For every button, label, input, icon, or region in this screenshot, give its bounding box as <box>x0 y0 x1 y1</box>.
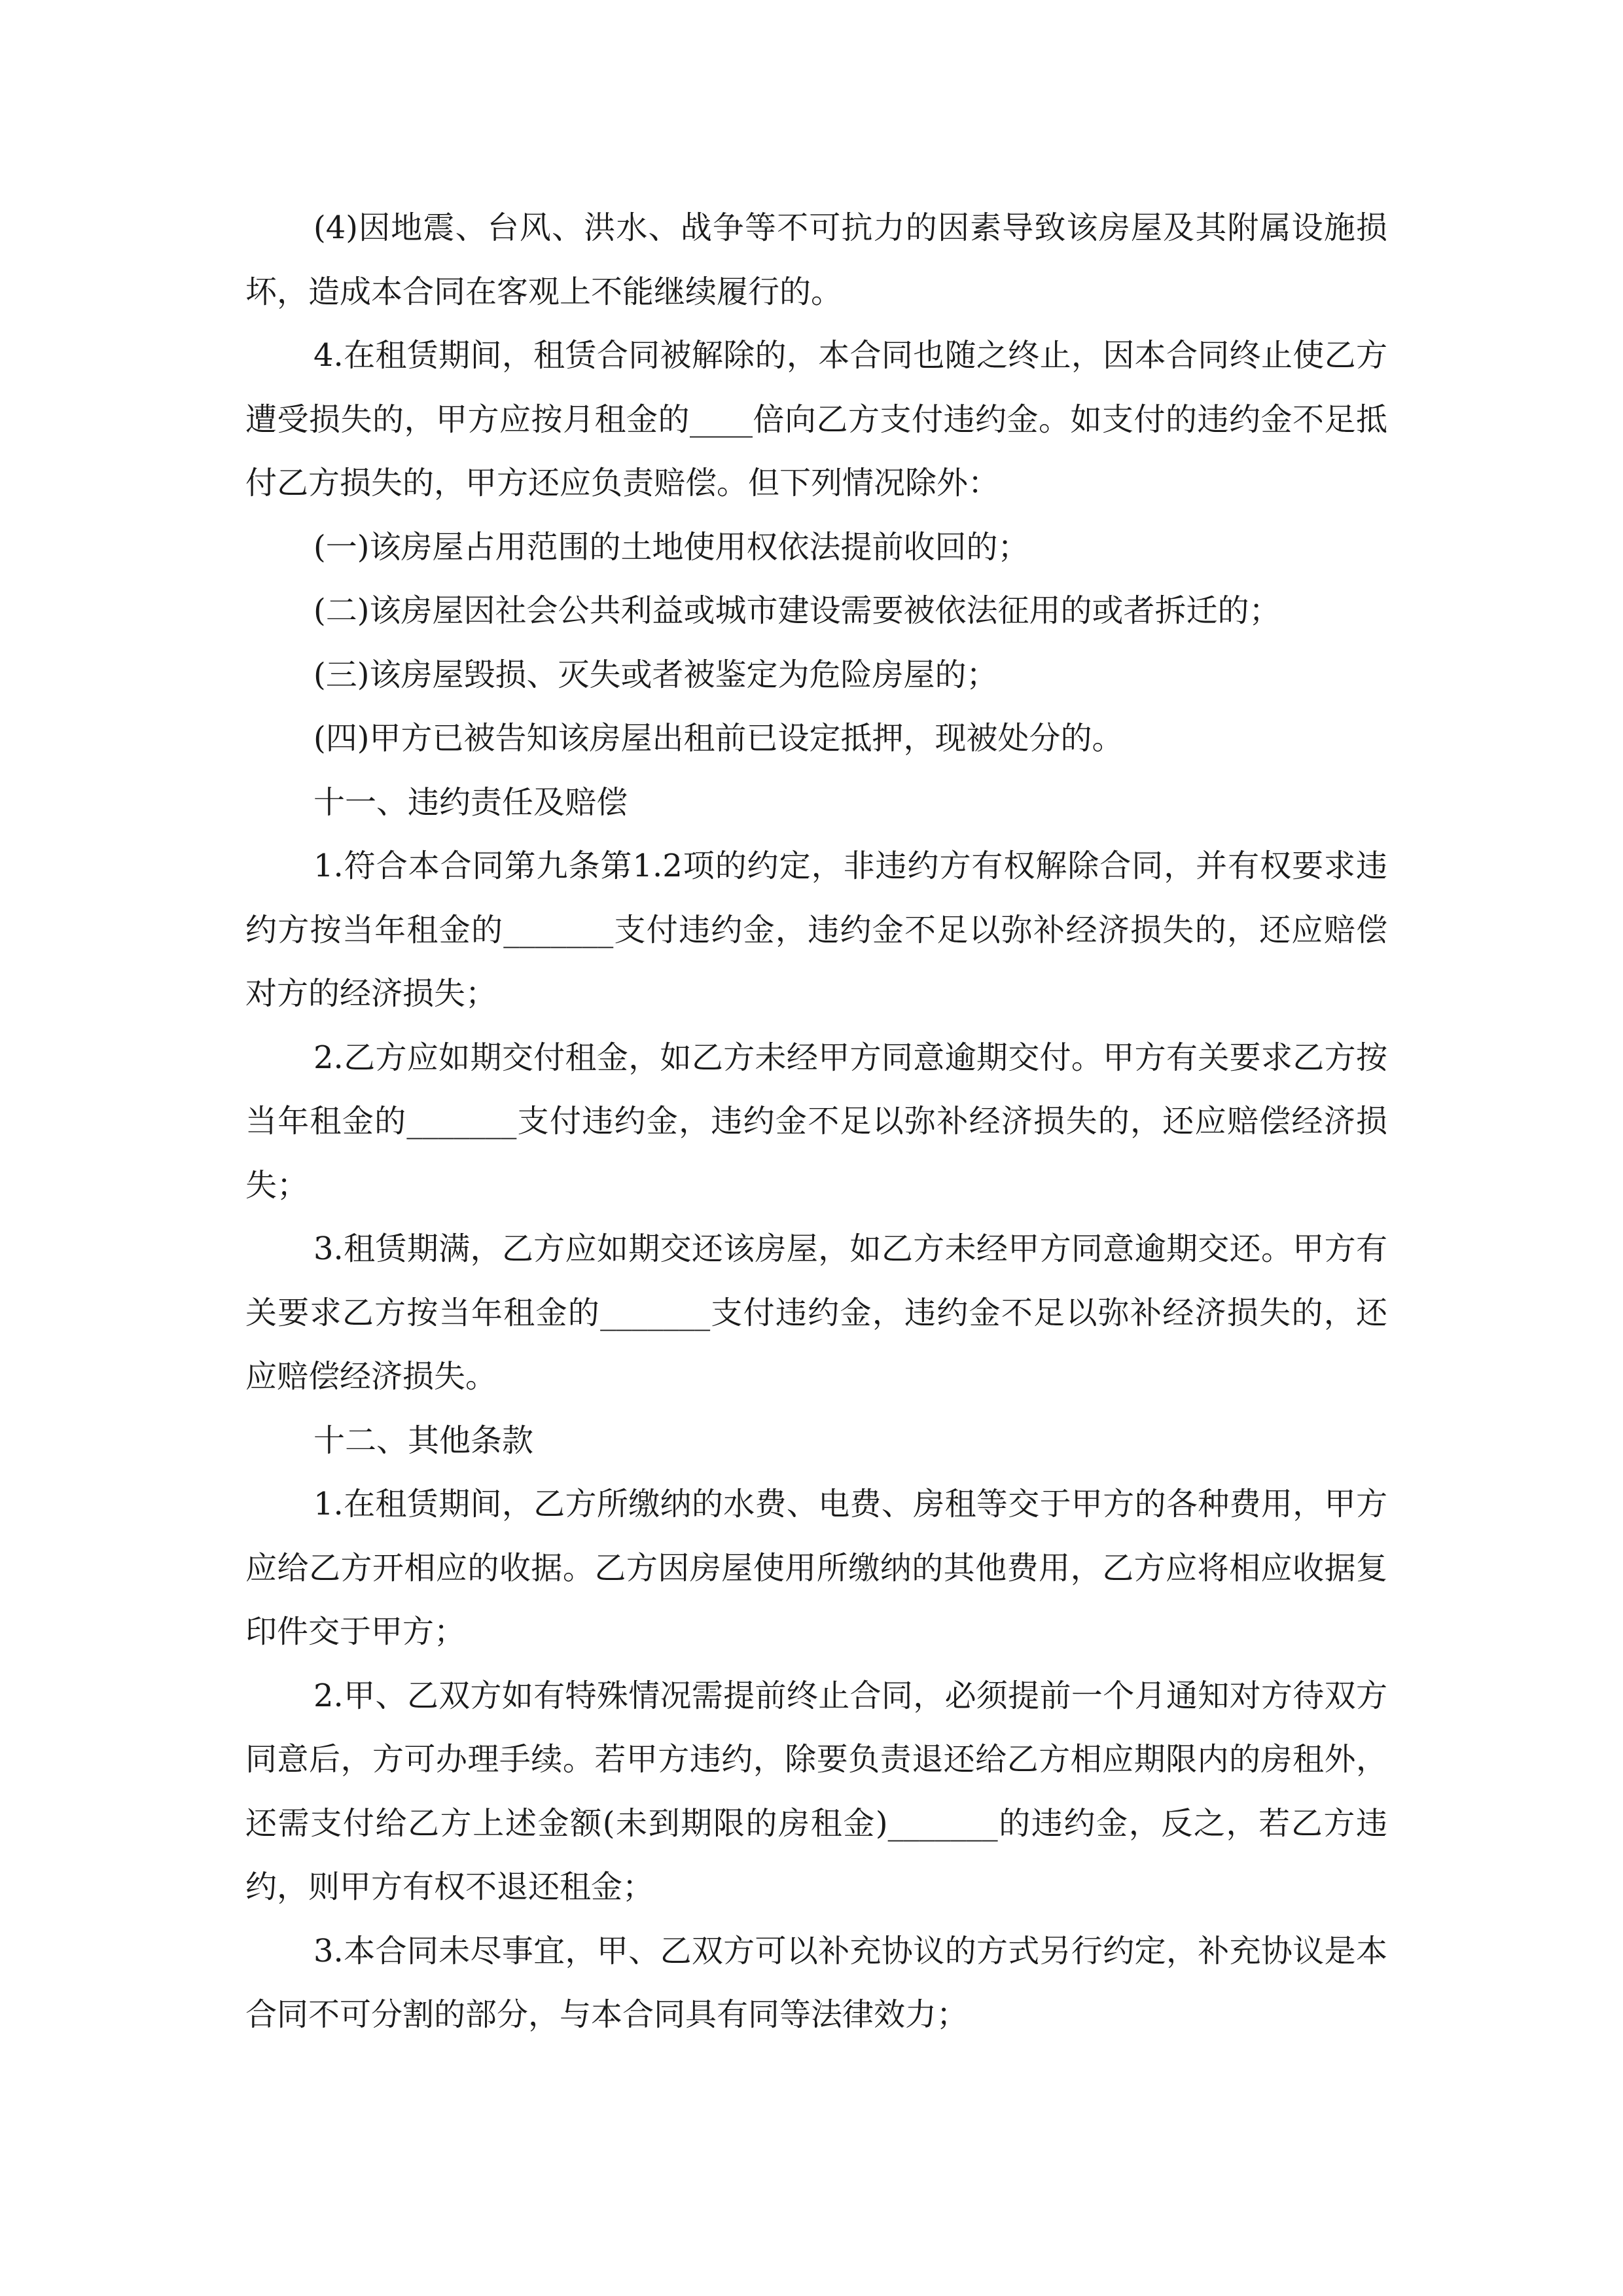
liability-clause-2: 2.乙方应如期交付租金，如乙方未经甲方同意逾期交付。甲方有关要求乙方按当年租金的_______支付违约金，违约金不足以弥补经济损失的，还应赔偿经济损失； <box>245 1039 1387 1204</box>
exception-item-4: (四)甲方已被告知该房屋出租前已设定抵押，现被处分的。 <box>313 720 1124 757</box>
liability-clause-1: 1.符合本合同第九条第1.2项的约定，非违约方有权解除合同，并有权要求违约方按当年租金的_______支付违约金，违约金不足以弥补经济损失的，还应赔偿对方的经济损失； <box>245 848 1387 1012</box>
liability-clause-3: 3.租赁期满，乙方应如期交还该房屋，如乙方未经甲方同意逾期交还。甲方有关要求乙方按当年租金的_______支付违约金，违约金不足以弥补经济损失的，还应赔偿经济损失。 <box>245 1230 1387 1395</box>
section-heading-11: 十一、违约责任及赔偿 <box>313 783 628 821</box>
clause-termination-penalty: 4.在租赁期间，租赁合同被解除的，本合同也随之终止，因本合同终止使乙方遭受损失的，甲方应按月租金的____倍向乙方支付违约金。如支付的违约金不足抵付乙方损失的，甲方还应负责赔偿。但下列情况除外： <box>245 337 1387 501</box>
other-clause-3: 3.本合同未尽事宜，甲、乙双方可以补充协议的方式另行约定，补充协议是本合同不可分割的部分，与本合同具有同等法律效力； <box>245 1932 1387 2033</box>
exception-item-2: (二)该房屋因社会公共利益或城市建设需要被依法征用的或者拆迁的； <box>313 592 1281 629</box>
clause-force-majeure: (4)因地震、台风、洪水、战争等不可抗力的因素导致该房屋及其附属设施损坏，造成本合同在客观上不能继续履行的。 <box>245 209 1387 310</box>
document-body <box>245 196 1387 2047</box>
section-heading-12: 十二、其他条款 <box>313 1422 534 1459</box>
exception-item-1: (一)该房屋占用范围的土地使用权依法提前收回的； <box>313 528 1029 565</box>
exception-item-3: (三)该房屋毁损、灭失或者被鉴定为危险房屋的； <box>313 656 998 693</box>
other-clause-2: 2.甲、乙双方如有特殊情况需提前终止合同，必须提前一个月通知对方待双方同意后，方可办理手续。若甲方违约，除要负责退还给乙方相应期限内的房租外，还需支付给乙方上述金额(未到期限的房租金)_______的违约金，反之，若乙方违约，则甲方有权不退还租金； <box>245 1677 1387 1905</box>
other-clause-1: 1.在租赁期间，乙方所缴纳的水费、电费、房租等交于甲方的各种费用，甲方应给乙方开相应的收据。乙方因房屋使用所缴纳的其他费用，乙方应将相应收据复印件交于甲方； <box>245 1486 1387 1650</box>
